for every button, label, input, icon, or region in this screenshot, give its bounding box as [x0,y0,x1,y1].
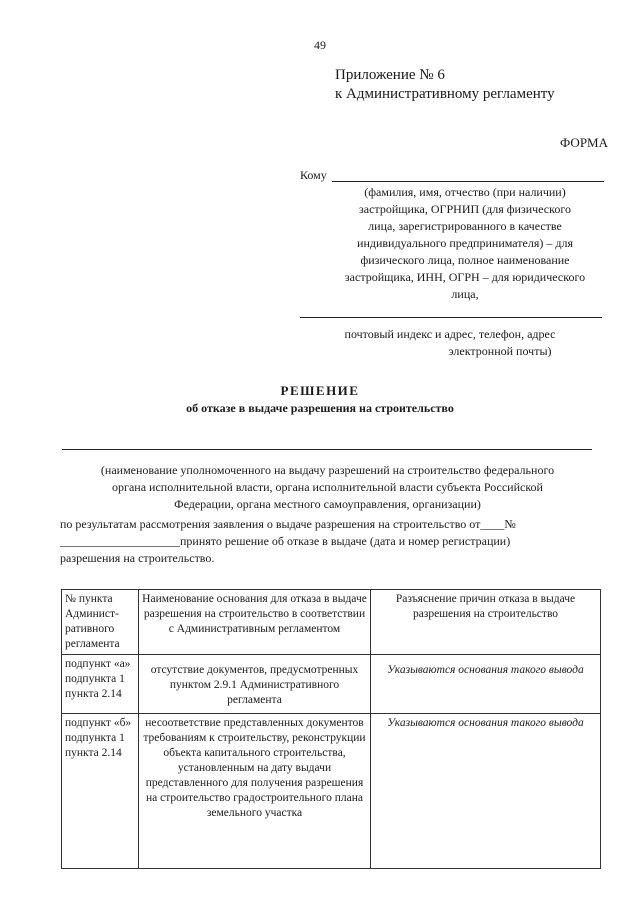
recipient-hint-line: физического лица, полное наименование [360,253,570,267]
authority-line[interactable] [62,449,592,450]
recipient-label: Кому [300,168,327,182]
header-explanation: Разъяснение причин отказа в выдаче разрешения на строительство [371,590,601,655]
row-explanation[interactable]: Указываются основания такого вывода [371,655,601,714]
recipient-hint-line: застройщика, ОГРНИП (для физического [359,202,571,216]
recipient-hint-line: (фамилия, имя, отчество (при наличии) [364,185,566,199]
appendix-header [335,66,555,104]
postal-address-line[interactable] [300,317,602,318]
page-number: 49 [314,38,326,52]
postal-hint-line: электронной почты) [448,344,552,358]
recipient-hint-line: застройщика, ИНН, ОГРН – для юридического [344,270,586,284]
body-line-2: ____________________принято решение об отказе в выдаче (дата и номер регистрации) [60,534,511,548]
document-subtitle: об отказе в выдаче разрешения на строительство [186,401,454,415]
header-basis: Наименование основания для отказа в выдаче разрешения на строительство в соответствии с Административным регламентом [139,590,371,655]
refusal-grounds-table [61,589,601,869]
authority-hint-line: органа исполнительной власти, органа исполнительной власти субъекта Российской [112,480,543,494]
postal-hint [300,326,600,360]
appendix-line-1: Приложение № 6 [335,67,445,83]
recipient-hint-line: лица, зарегистрированного в качестве [368,219,562,233]
body-line-3: разрешения на строительство. [60,551,215,565]
row-basis: отсутствие документов, предусмотренных пунктом 2.9.1 Административного регламента [139,655,371,714]
postal-hint-line: почтовый индекс и адрес, телефон, адрес [344,327,556,341]
authority-hint-line: (наименование уполномоченного на выдачу разрешений на строительство федерального [100,463,555,477]
recipient-hint-line: лица, [451,287,479,301]
table-header-row [62,590,601,655]
decision-body [60,516,580,567]
row-item: подпункт «а» подпункта 1 пункта 2.14 [62,655,139,714]
table-row [62,714,601,869]
authority-hint-line: Федерации, органа местного самоуправления, организации) [174,497,481,511]
authority-hint [70,462,585,513]
recipient-line[interactable] [332,181,604,182]
table-row [62,655,601,714]
row-item: подпункт «б» подпункта 1 пункта 2.14 [62,714,139,869]
header-item-number: № пункта Админист-ративного регламента [62,590,139,655]
body-line-1: по результатам рассмотрения заявления о выдаче разрешения на строительство от____№ [60,517,516,531]
form-label: ФОРМА [560,135,608,150]
appendix-line-2: к Административному регламенту [335,86,555,102]
recipient-hint [325,184,605,303]
document-title: РЕШЕНИЕ [280,383,360,398]
recipient-hint-line: индивидуального предпринимателя) – для [357,236,573,250]
row-explanation[interactable]: Указываются основания такого вывода [371,714,601,869]
row-basis: несоответствие представленных документов требованиям к строительству, реконструкции объекта капитального строительства, установленным на дату выдачи представленного для получения разрешения на строительство градостроительного плана земельного участка [139,714,371,869]
